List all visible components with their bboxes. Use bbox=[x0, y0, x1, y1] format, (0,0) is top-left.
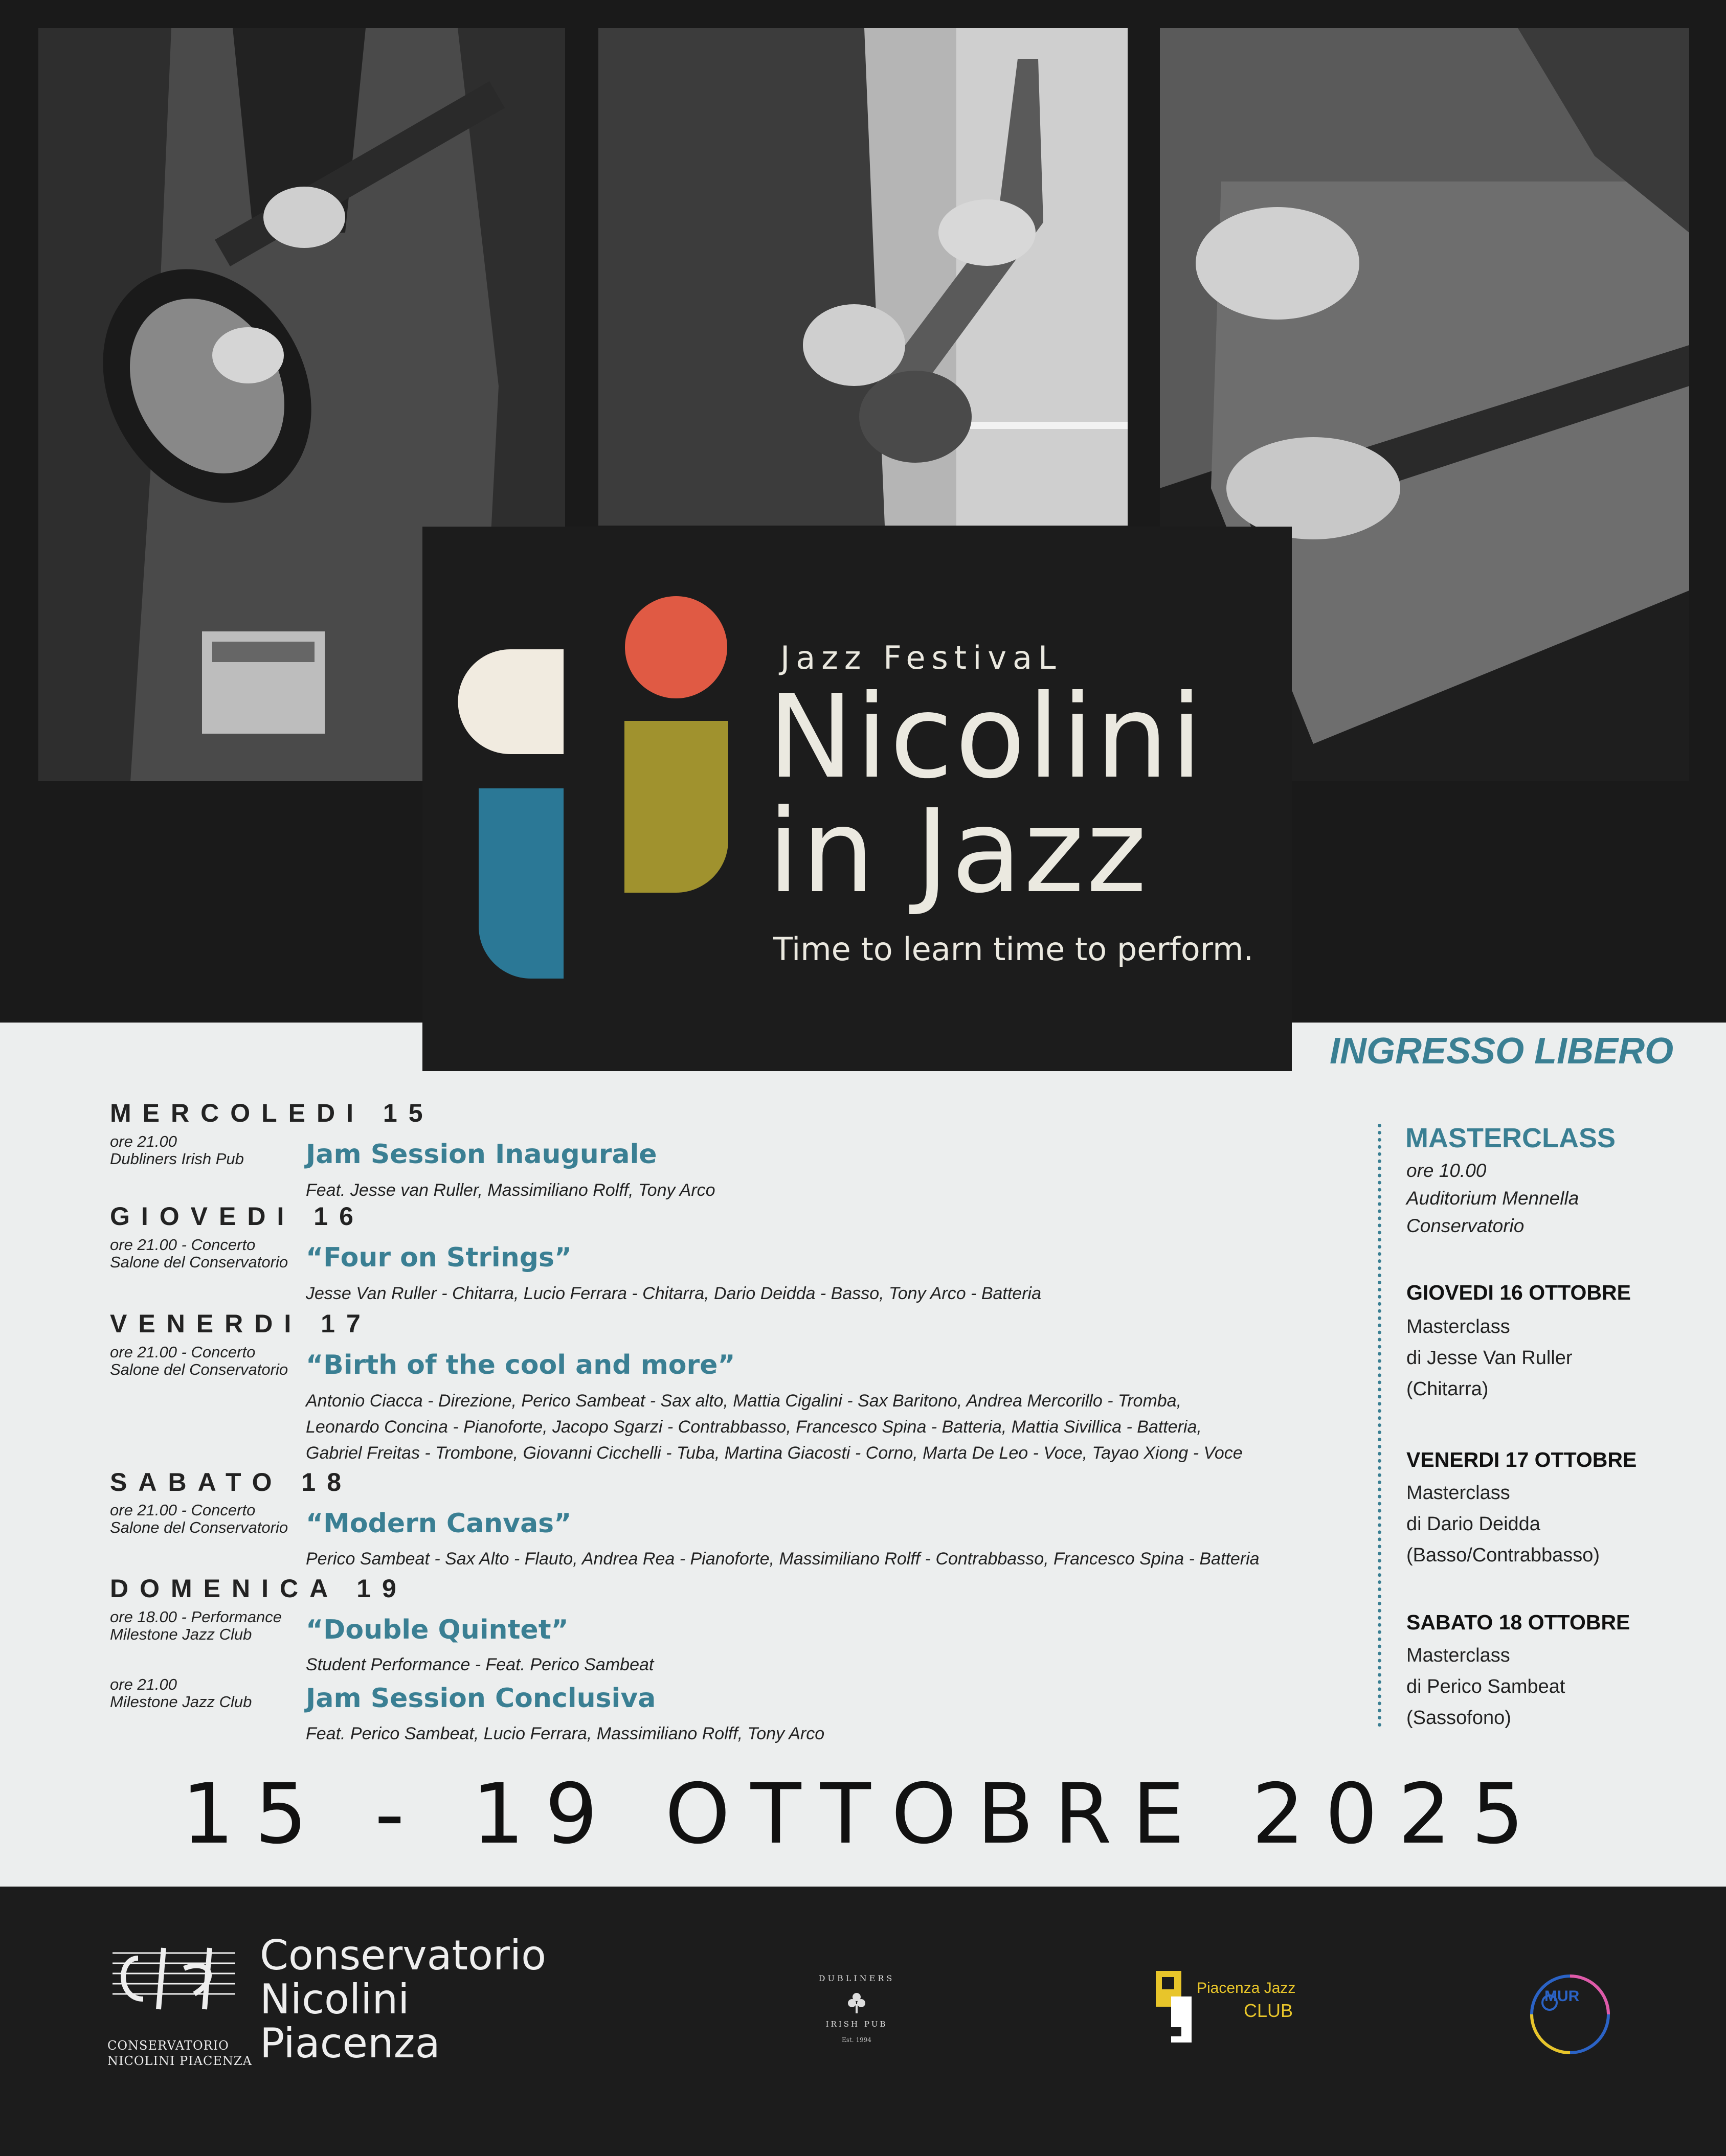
schedule-day: SABATO 18 bbox=[110, 1468, 353, 1496]
festival-logo-mark bbox=[422, 527, 739, 1071]
saxophonist-photo bbox=[598, 28, 1128, 526]
masterclass-line: (Sassofono) bbox=[1406, 1707, 1511, 1729]
masterclass-line: di Jesse Van Ruller bbox=[1406, 1347, 1573, 1369]
masterclass-desc bbox=[1406, 1478, 1600, 1571]
event-info: ore 21.00 Dubliners Irish Pub bbox=[110, 1132, 244, 1168]
masterclass-time: ore 10.00 bbox=[1406, 1160, 1487, 1181]
event-title: “Double Quintet” bbox=[306, 1615, 569, 1645]
festival-title-line1: Nicolini bbox=[768, 670, 1205, 804]
piacenza-jazz-club: CLUB bbox=[1244, 2000, 1293, 2021]
event-info: ore 21.00 - Concerto Salone del Conservatorio bbox=[110, 1236, 288, 1271]
event-info: ore 21.00 Milestone Jazz Club bbox=[110, 1675, 252, 1711]
event-title: Jam Session Conclusiva bbox=[306, 1683, 656, 1714]
event-performers: Student Performance - Feat. Perico Sambeat bbox=[306, 1655, 654, 1674]
masterclass-info bbox=[1406, 1157, 1579, 1240]
conservatorio-logo-icon bbox=[107, 1938, 240, 2035]
event-performers: Jesse Van Ruller - Chitarra, Lucio Ferrara - Chitarra, Dario Deidda - Basso, Tony Arco - Batteria bbox=[306, 1284, 1041, 1303]
schedule-day: MERCOLEDI 15 bbox=[110, 1099, 434, 1127]
logo-cream-shape bbox=[458, 649, 564, 754]
event-title: “Four on Strings” bbox=[306, 1242, 572, 1273]
conservatorio-name-line: Nicolini bbox=[260, 1976, 410, 2023]
logo-olive-shape bbox=[624, 721, 728, 893]
dubliners-est: Est. 1994 bbox=[842, 2036, 871, 2044]
piacenza-jazz-club-logo-icon bbox=[1156, 1971, 1197, 2042]
event-performers: Feat. Perico Sambeat, Lucio Ferrara, Massimiliano Rolff, Tony Arco bbox=[306, 1724, 825, 1743]
masterclass-line: Masterclass bbox=[1406, 1645, 1510, 1666]
event-performers: Antonio Ciacca - Direzione, Perico Sambeat - Sax alto, Mattia Cigalini - Sax Baritono, Andrea Mercorillo - Tromba, bbox=[306, 1391, 1182, 1411]
masterclass-desc bbox=[1406, 1311, 1573, 1405]
conservatorio-name-line: Piacenza bbox=[260, 2019, 440, 2067]
conservatorio-small-line: NICOLINI PIACENZA bbox=[107, 2054, 252, 2068]
festival-title-line2: in Jazz bbox=[768, 785, 1149, 919]
conservatorio-name bbox=[260, 1934, 546, 2066]
masterclass-divider bbox=[1378, 1124, 1381, 1727]
event-performers: Perico Sambeat - Sax Alto - Flauto, Andrea Rea - Pianoforte, Massimiliano Rolff - Contrabbasso, Francesco Spina - Batteria bbox=[306, 1549, 1260, 1569]
festival-title bbox=[768, 670, 1205, 919]
dubliners-sub: IRISH PUB bbox=[825, 2019, 888, 2029]
masterclass-line: (Basso/Contrabbasso) bbox=[1406, 1545, 1600, 1566]
masterclass-line: Masterclass bbox=[1406, 1316, 1510, 1337]
shamrock-icon bbox=[847, 1992, 866, 2014]
event-title: “Birth of the cool and more” bbox=[306, 1350, 735, 1380]
masterclass-venue: Conservatorio bbox=[1406, 1215, 1525, 1236]
logo-red-circle bbox=[625, 596, 727, 698]
festival-subtitle: Jazz FestivaL bbox=[780, 639, 1062, 676]
masterclass-day: VENERDI 17 OTTOBRE bbox=[1406, 1448, 1637, 1471]
event-performers: Leonardo Concina - Pianoforte, Jacopo Sgarzi - Contrabbasso, Francesco Spina - Batteria, Mattia Sivillica - Batteria, bbox=[306, 1417, 1202, 1437]
conservatorio-name-line: Conservatorio bbox=[260, 1932, 547, 1979]
festival-logo-box bbox=[422, 527, 1292, 1071]
schedule-day: DOMENICA 19 bbox=[110, 1574, 408, 1603]
event-info: ore 21.00 - Concerto Salone del Conservatorio bbox=[110, 1501, 288, 1536]
masterclass-line: di Perico Sambeat bbox=[1406, 1676, 1565, 1697]
masterclass-desc bbox=[1406, 1640, 1565, 1734]
logo-blue-shape bbox=[479, 788, 564, 979]
event-performers: Gabriel Freitas - Trombone, Giovanni Cicchelli - Tuba, Martina Giacosti - Corno, Marta De Leo - Voce, Tayao Xiong - Voce bbox=[306, 1443, 1243, 1463]
conservatorio-small-text bbox=[107, 2038, 252, 2069]
event-performers: Feat. Jesse van Ruller, Massimiliano Rolff, Tony Arco bbox=[306, 1181, 715, 1200]
masterclass-line: (Chitarra) bbox=[1406, 1378, 1489, 1400]
event-title: Jam Session Inaugurale bbox=[306, 1139, 657, 1170]
mur-name: MUR bbox=[1544, 1988, 1580, 2005]
free-entry-label: INGRESSO LIBERO bbox=[1330, 1031, 1674, 1072]
event-info: ore 18.00 - Performance Milestone Jazz Club bbox=[110, 1608, 282, 1643]
event-title: “Modern Canvas” bbox=[306, 1508, 572, 1539]
festival-tagline: Time to learn time to perform. bbox=[773, 931, 1254, 968]
conservatorio-small-line: CONSERVATORIO bbox=[107, 2038, 229, 2053]
masterclass-venue: Auditorium Mennella bbox=[1406, 1188, 1579, 1209]
event-info: ore 21.00 - Concerto Salone del Conservatorio bbox=[110, 1343, 288, 1378]
masterclass-day: SABATO 18 OTTOBRE bbox=[1406, 1610, 1630, 1634]
piacenza-jazz-name: Piacenza Jazz bbox=[1197, 1980, 1296, 1996]
masterclass-line: Masterclass bbox=[1406, 1482, 1510, 1504]
masterclass-day: GIOVEDI 16 OTTOBRE bbox=[1406, 1281, 1631, 1304]
masterclass-line: di Dario Deidda bbox=[1406, 1513, 1540, 1535]
masterclass-heading: MASTERCLASS bbox=[1405, 1123, 1616, 1153]
festival-dates: 15 - 19 OTTOBRE 2025 bbox=[181, 1766, 1545, 1863]
mur-logo-icon bbox=[1527, 1971, 1613, 2058]
schedule-day: VENERDI 17 bbox=[110, 1309, 372, 1338]
dubliners-name: DUBLINERS bbox=[818, 1973, 895, 1983]
schedule-day: GIOVEDI 16 bbox=[110, 1202, 365, 1231]
